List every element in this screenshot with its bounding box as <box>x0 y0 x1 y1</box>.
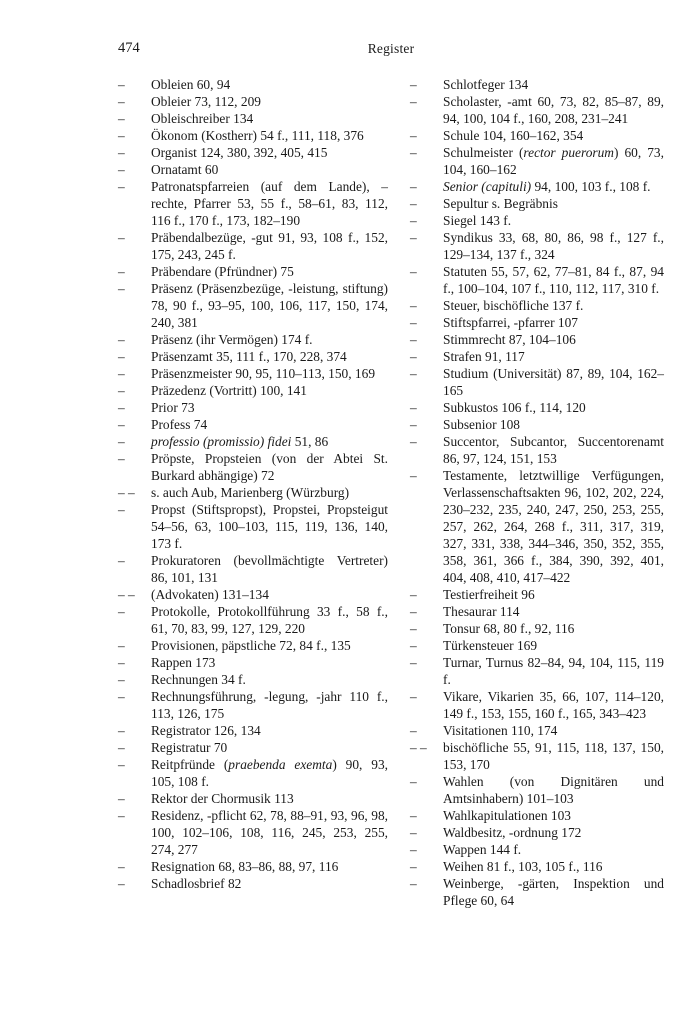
page-header <box>118 40 664 60</box>
entry-dash: – <box>410 264 417 279</box>
index-entry <box>118 382 388 399</box>
index-entry <box>410 858 664 875</box>
page-number: 474 <box>118 40 140 56</box>
entry-dash: – <box>118 689 125 704</box>
index-column-left <box>118 76 388 892</box>
entry-dash: – <box>410 825 417 840</box>
entry-dash: – <box>410 315 417 330</box>
index-entry <box>118 348 388 365</box>
entry-dash: – <box>118 162 125 177</box>
entry-dash: – <box>118 230 125 245</box>
index-entry <box>118 399 388 416</box>
entry-dash: – <box>410 655 417 670</box>
entry-text: Türkensteuer 169 <box>443 638 538 653</box>
index-entry <box>118 76 388 93</box>
entry-text: Präsenzmeister 90, 95, 110–113, 150, 169 <box>151 366 376 381</box>
entry-text: Ökonom (Kostherr) 54 f., 111, 118, 376 <box>151 128 364 143</box>
entry-dash: – <box>118 604 125 619</box>
index-entry <box>410 178 664 195</box>
entry-dash: – <box>118 332 125 347</box>
entry-dash: – <box>118 791 125 806</box>
entry-dash: – <box>410 94 417 109</box>
entry-text: Schadlosbrief 82 <box>151 876 242 891</box>
entry-dash: – <box>410 417 417 432</box>
entry-text: Präbendalbezüge, -gut 91, 93, 108 f., 152, 175, 243, 245 f. <box>151 230 388 262</box>
index-entry <box>410 416 664 433</box>
entry-text: bischöfliche 55, 91, 115, 118, 137, 150, 153, 170 <box>443 740 664 772</box>
entry-text: Testierfreiheit 96 <box>443 587 535 602</box>
entry-dash: – <box>410 366 417 381</box>
index-entry <box>118 280 388 331</box>
entry-text: Steuer, bischöfliche 137 f. <box>443 298 584 313</box>
index-entry <box>118 688 388 722</box>
entry-dash: – <box>118 111 125 126</box>
entry-text: Reitpfründe (praebenda exemta) 90, 93, 105, 108 f. <box>151 757 388 789</box>
running-title: Register <box>367 41 415 56</box>
entry-text: Siegel 143 f. <box>443 213 512 228</box>
entry-text: Obleischreiber 134 <box>151 111 254 126</box>
entry-dash: – <box>410 434 417 449</box>
index-entry <box>118 178 388 229</box>
entry-text: Schule 104, 160–162, 354 <box>443 128 584 143</box>
entry-dash: – <box>118 145 125 160</box>
index-entry <box>410 348 664 365</box>
entry-dash: – – <box>410 740 427 755</box>
entry-text: Statuten 55, 57, 62, 77–81, 84 f., 87, 94 f., 100–104, 107 f., 110, 112, 117, 310 f. <box>443 264 664 296</box>
entry-text: Rappen 173 <box>151 655 216 670</box>
entry-text: Schlotfeger 134 <box>443 77 529 92</box>
entry-dash: – <box>118 757 125 772</box>
entry-dash: – <box>410 808 417 823</box>
index-entry <box>410 212 664 229</box>
entry-text: Präbendare (Pfründner) 75 <box>151 264 294 279</box>
entry-text: Präsenz (ihr Vermögen) 174 f. <box>151 332 313 347</box>
index-entry <box>410 637 664 654</box>
entry-text: (Advokaten) 131–134 <box>151 587 269 602</box>
entry-text: Testamente, letztwillige Verfügungen, Verlassenschaftsakten 96, 102, 202, 224, 230–232, 235, 240, 247, 250, 253, 255, 257, 262, 264, 268 f., 311, 317, 319, 327, 331, 338, 344–346, 350, 352, 355, 358, 361, 366 f., 384, 390, 392, 401, 404, 408, 410, 417–422 <box>443 468 664 585</box>
index-entry <box>118 637 388 654</box>
entry-text: Syndikus 33, 68, 80, 86, 98 f., 127 f., 129–134, 137 f., 324 <box>443 230 664 262</box>
index-entry <box>410 195 664 212</box>
entry-text: Rechnungen 34 f. <box>151 672 246 687</box>
entry-text: Sepultur s. Begräbnis <box>443 196 558 211</box>
entry-dash: – <box>118 383 125 398</box>
entry-dash: – <box>118 655 125 670</box>
entry-text: Weihen 81 f., 103, 105 f., 116 <box>443 859 603 874</box>
entry-text: Präsenz (Präsenzbezüge, -leistung, stiftung) 78, 90 f., 93–95, 100, 106, 117, 150, 174, 240, 381 <box>151 281 388 330</box>
entry-dash: – <box>118 740 125 755</box>
entry-text: Subkustos 106 f., 114, 120 <box>443 400 586 415</box>
entry-text: Visitationen 110, 174 <box>443 723 558 738</box>
entry-text: Thesaurar 114 <box>443 604 520 619</box>
entry-dash: – <box>118 502 125 517</box>
entry-text: s. auch Aub, Marienberg (Würzburg) <box>151 485 350 500</box>
entry-dash: – <box>118 179 125 194</box>
entry-text: Profess 74 <box>151 417 208 432</box>
entry-text: Succentor, Subcantor, Succentorenamt 86, 97, 124, 151, 153 <box>443 434 664 466</box>
index-entry <box>118 671 388 688</box>
entry-text: Registrator 126, 134 <box>151 723 261 738</box>
index-entry <box>118 110 388 127</box>
entry-dash: – <box>410 604 417 619</box>
entry-text: Stimmrecht 87, 104–106 <box>443 332 576 347</box>
index-entry <box>118 807 388 858</box>
index-entry <box>410 824 664 841</box>
entry-dash: – <box>118 128 125 143</box>
index-column-right <box>410 76 664 909</box>
entry-text: Präzedenz (Vortritt) 100, 141 <box>151 383 307 398</box>
index-entry <box>118 331 388 348</box>
entry-dash: – <box>118 451 125 466</box>
entry-text: Studium (Universität) 87, 89, 104, 162–165 <box>443 366 664 398</box>
index-entry <box>118 484 388 501</box>
entry-dash: – <box>118 723 125 738</box>
entry-text: Senior (capituli) 94, 100, 103 f., 108 f. <box>443 179 651 194</box>
entry-text: Prior 73 <box>151 400 195 415</box>
entry-dash: – <box>118 553 125 568</box>
entry-dash: – <box>410 774 417 789</box>
entry-text: Obleien 60, 94 <box>151 77 231 92</box>
index-entry <box>410 467 664 586</box>
index-entry <box>410 314 664 331</box>
entry-text: Strafen 91, 117 <box>443 349 525 364</box>
index-entry <box>410 841 664 858</box>
entry-dash: – <box>410 859 417 874</box>
entry-dash: – <box>410 230 417 245</box>
entry-dash: – <box>410 723 417 738</box>
index-entry <box>118 790 388 807</box>
entry-dash: – <box>118 281 125 296</box>
index-entry <box>410 688 664 722</box>
entry-dash: – <box>410 638 417 653</box>
entry-text: Rechnungsführung, -legung, -jahr 110 f., 113, 126, 175 <box>151 689 388 721</box>
index-entry <box>118 161 388 178</box>
index-entry <box>410 433 664 467</box>
entry-dash: – <box>410 876 417 891</box>
entry-text: Turnar, Turnus 82–84, 94, 104, 115, 119 f. <box>443 655 664 687</box>
entry-text: Weinberge, -gärten, Inspektion und Pflege 60, 64 <box>443 876 664 908</box>
index-entry <box>410 297 664 314</box>
index-entry <box>118 756 388 790</box>
index-entry <box>118 127 388 144</box>
entry-text: Pröpste, Propsteien (von der Abtei St. Burkard abhängige) 72 <box>151 451 388 483</box>
entry-text: Schulmeister (rector puerorum) 60, 73, 104, 160–162 <box>443 145 664 177</box>
entry-dash: – <box>410 621 417 636</box>
index-entry <box>118 93 388 110</box>
index-entry <box>118 501 388 552</box>
index-entry <box>118 365 388 382</box>
index-entry <box>410 263 664 297</box>
index-entry <box>410 739 664 773</box>
index-entry <box>118 416 388 433</box>
entry-dash: – <box>410 128 417 143</box>
entry-text: Prokuratoren (bevollmächtigte Vertreter) 86, 101, 131 <box>151 553 388 585</box>
entry-text: Vikare, Vikarien 35, 66, 107, 114–120, 149 f., 153, 155, 160 f., 165, 343–423 <box>443 689 664 721</box>
entry-dash: – <box>118 672 125 687</box>
entry-text: Resignation 68, 83–86, 88, 97, 116 <box>151 859 339 874</box>
entry-text: Wahlkapitulationen 103 <box>443 808 571 823</box>
index-entry <box>118 144 388 161</box>
entry-text: Scholaster, -amt 60, 73, 82, 85–87, 89, 94, 100, 104 f., 160, 208, 231–241 <box>443 94 664 126</box>
entry-dash: – <box>410 587 417 602</box>
entry-text: Subsenior 108 <box>443 417 520 432</box>
entry-text: Registratur 70 <box>151 740 228 755</box>
index-entry <box>410 654 664 688</box>
index-entry <box>410 807 664 824</box>
entry-text: Ornatamt 60 <box>151 162 219 177</box>
index-entry <box>410 127 664 144</box>
entry-dash: – <box>410 349 417 364</box>
entry-text: Stiftspfarrei, -pfarrer 107 <box>443 315 578 330</box>
index-entry <box>118 552 388 586</box>
index-entry <box>118 858 388 875</box>
entry-dash: – <box>410 145 417 160</box>
index-entry <box>118 603 388 637</box>
entry-dash: – <box>410 298 417 313</box>
entry-dash: – <box>410 689 417 704</box>
index-entry <box>410 144 664 178</box>
entry-dash: – <box>118 400 125 415</box>
index-entry <box>410 875 664 909</box>
entry-text: Rektor der Chormusik 113 <box>151 791 294 806</box>
index-entry <box>410 620 664 637</box>
index-entry <box>410 365 664 399</box>
entry-dash: – <box>410 842 417 857</box>
entry-dash: – <box>410 332 417 347</box>
entry-text: Wahlen (von Dignitären und Amtsinhabern) 101–103 <box>443 774 664 806</box>
entry-text: Waldbesitz, -ordnung 172 <box>443 825 582 840</box>
entry-text: Residenz, -pflicht 62, 78, 88–91, 93, 96, 98, 100, 102–106, 108, 116, 245, 253, 255, 274, 277 <box>151 808 388 857</box>
index-entry <box>410 603 664 620</box>
entry-text: Provisionen, päpstliche 72, 84 f., 135 <box>151 638 351 653</box>
index-entry <box>118 229 388 263</box>
index-entry <box>118 263 388 280</box>
entry-dash: – <box>118 638 125 653</box>
entry-text: Obleier 73, 112, 209 <box>151 94 261 109</box>
entry-dash: – <box>410 468 417 483</box>
entry-text: Protokolle, Protokollführung 33 f., 58 f., 61, 70, 83, 99, 127, 129, 220 <box>151 604 388 636</box>
entry-text: Präsenzamt 35, 111 f., 170, 228, 374 <box>151 349 347 364</box>
index-entry <box>118 433 388 450</box>
index-entry <box>410 93 664 127</box>
index-entry <box>410 773 664 807</box>
index-entry <box>410 399 664 416</box>
entry-dash: – – <box>118 485 135 500</box>
entry-dash: – <box>118 77 125 92</box>
entry-text: Organist 124, 380, 392, 405, 415 <box>151 145 328 160</box>
entry-dash: – <box>410 196 417 211</box>
entry-dash: – – <box>118 587 135 602</box>
entry-dash: – <box>410 179 417 194</box>
index-entry <box>118 739 388 756</box>
entry-dash: – <box>118 859 125 874</box>
entry-dash: – <box>410 213 417 228</box>
index-entry <box>118 586 388 603</box>
entry-dash: – <box>118 366 125 381</box>
entry-text: Propst (Stiftspropst), Propstei, Propsteigut 54–56, 63, 100–103, 115, 119, 136, 140, 173 f. <box>151 502 388 551</box>
index-entry <box>410 586 664 603</box>
index-entry <box>410 722 664 739</box>
entry-dash: – <box>118 417 125 432</box>
entry-dash: – <box>118 808 125 823</box>
index-entry <box>118 722 388 739</box>
entry-dash: – <box>410 400 417 415</box>
index-entry <box>118 875 388 892</box>
index-entry <box>410 76 664 93</box>
entry-text: Tonsur 68, 80 f., 92, 116 <box>443 621 575 636</box>
entry-text: Wappen 144 f. <box>443 842 522 857</box>
entry-dash: – <box>410 77 417 92</box>
entry-dash: – <box>118 434 125 449</box>
entry-dash: – <box>118 94 125 109</box>
entry-text: Patronatspfarreien (auf dem Lande), –rechte, Pfarrer 53, 55 f., 58–61, 83, 112, 116 f., 170 f., 173, 182–190 <box>151 179 388 228</box>
entry-dash: – <box>118 264 125 279</box>
entry-dash: – <box>118 349 125 364</box>
index-entry <box>410 229 664 263</box>
entry-text: professio (promissio) fidei 51, 86 <box>151 434 329 449</box>
index-entry <box>118 450 388 484</box>
entry-dash: – <box>118 876 125 891</box>
index-entry <box>118 654 388 671</box>
index-entry <box>410 331 664 348</box>
